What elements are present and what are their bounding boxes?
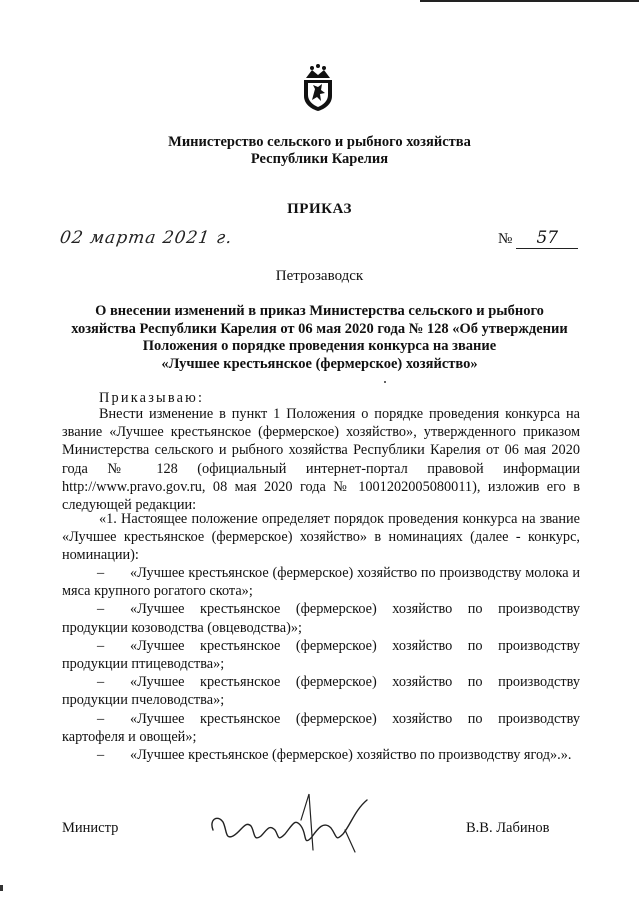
number-label: № (498, 231, 513, 247)
organization-line-1: Министерство сельского и рыбного хозяйства (168, 134, 471, 150)
signatory-name: В.В. Лабинов (466, 820, 550, 836)
list-item-text: «Лучшее крестьянское (фермерское) хозяйство по производству ягод».». (130, 747, 572, 764)
title-line-3: Положения о порядке проведения конкурса на звание (142, 338, 497, 354)
organization-name (0, 134, 639, 168)
handwritten-date: 02 марта 2021 г. (58, 228, 234, 248)
list-item (62, 710, 580, 746)
list-dash: – (97, 565, 105, 581)
list-item (62, 673, 580, 709)
list-dash: – (97, 601, 105, 618)
order-title (0, 303, 639, 373)
paragraph-clause-1: «1. Настоящее положение определяет порядок проведения конкурса на звание «Лучшее крестьянское (фермерское) хозяйство» в номинациях (далее - конкурс, номинации): (62, 511, 580, 564)
signatory-position: Министр (62, 820, 119, 836)
title-line-2: хозяйства Республики Карелия от 06 мая 2020 года № 128 «Об утверждении (71, 320, 568, 337)
order-word: Приказываю: (99, 390, 205, 406)
document-type: ПРИКАЗ (287, 201, 352, 217)
list-item-text: «Лучшее крестьянское (фермерское) хозяйство по производству продукции птицеводства»; (62, 637, 580, 673)
number-value: 57 (516, 228, 578, 249)
list-dash: – (97, 674, 105, 691)
scan-speck (384, 381, 386, 383)
list-item-text: «Лучшее крестьянское (фермерское) хозяйство по производству продукции пчеловодства»; (62, 674, 580, 709)
paragraph-amendment: Внести изменение в пункт 1 Положения о порядке проведения конкурса на звание «Лучшее крестьянское (фермерское) хозяйство», утвержденного приказом Министерства сельского и рыбного хозяйства Республики Карелия от 06 мая 2020 года № 128 (официальный интернет-портал правовой информации http://www.pravo.gov.ru, 08 мая 2020 года № 1001202005080011), изложив его в следующей редакции: (62, 406, 580, 514)
document-number (498, 228, 578, 249)
karelia-coat-of-arms-icon (298, 62, 338, 112)
list-dash: – (97, 710, 105, 727)
signature-icon (205, 790, 380, 860)
scan-edge-mark (0, 885, 3, 891)
title-line-4: «Лучшее крестьянское (фермерское) хозяйство» (161, 355, 478, 372)
list-item (62, 637, 580, 673)
organization-line-2: Республики Карелия (250, 151, 389, 167)
nominations-list (62, 564, 580, 764)
list-item (62, 746, 580, 764)
list-item (62, 564, 580, 600)
title-line-1: О внесении изменений в приказ Министерства сельского и рыбного (95, 303, 544, 319)
list-dash: – (97, 637, 105, 654)
city: Петрозаводск (275, 268, 364, 284)
scan-edge-line (420, 0, 639, 2)
list-item-text: «Лучшее крестьянское (фермерское) хозяйство по производству картофеля и овощей»; (62, 710, 580, 745)
list-item-text: «Лучшее крестьянское (фермерское) хозяйство по производству продукции козоводства (овцеводства)»; (62, 601, 580, 636)
list-dash: – (97, 747, 105, 764)
list-item-text: «Лучшее крестьянское (фермерское) хозяйство по производству молока и мяса крупного рогатого скота»; (62, 565, 580, 600)
list-item (62, 600, 580, 636)
